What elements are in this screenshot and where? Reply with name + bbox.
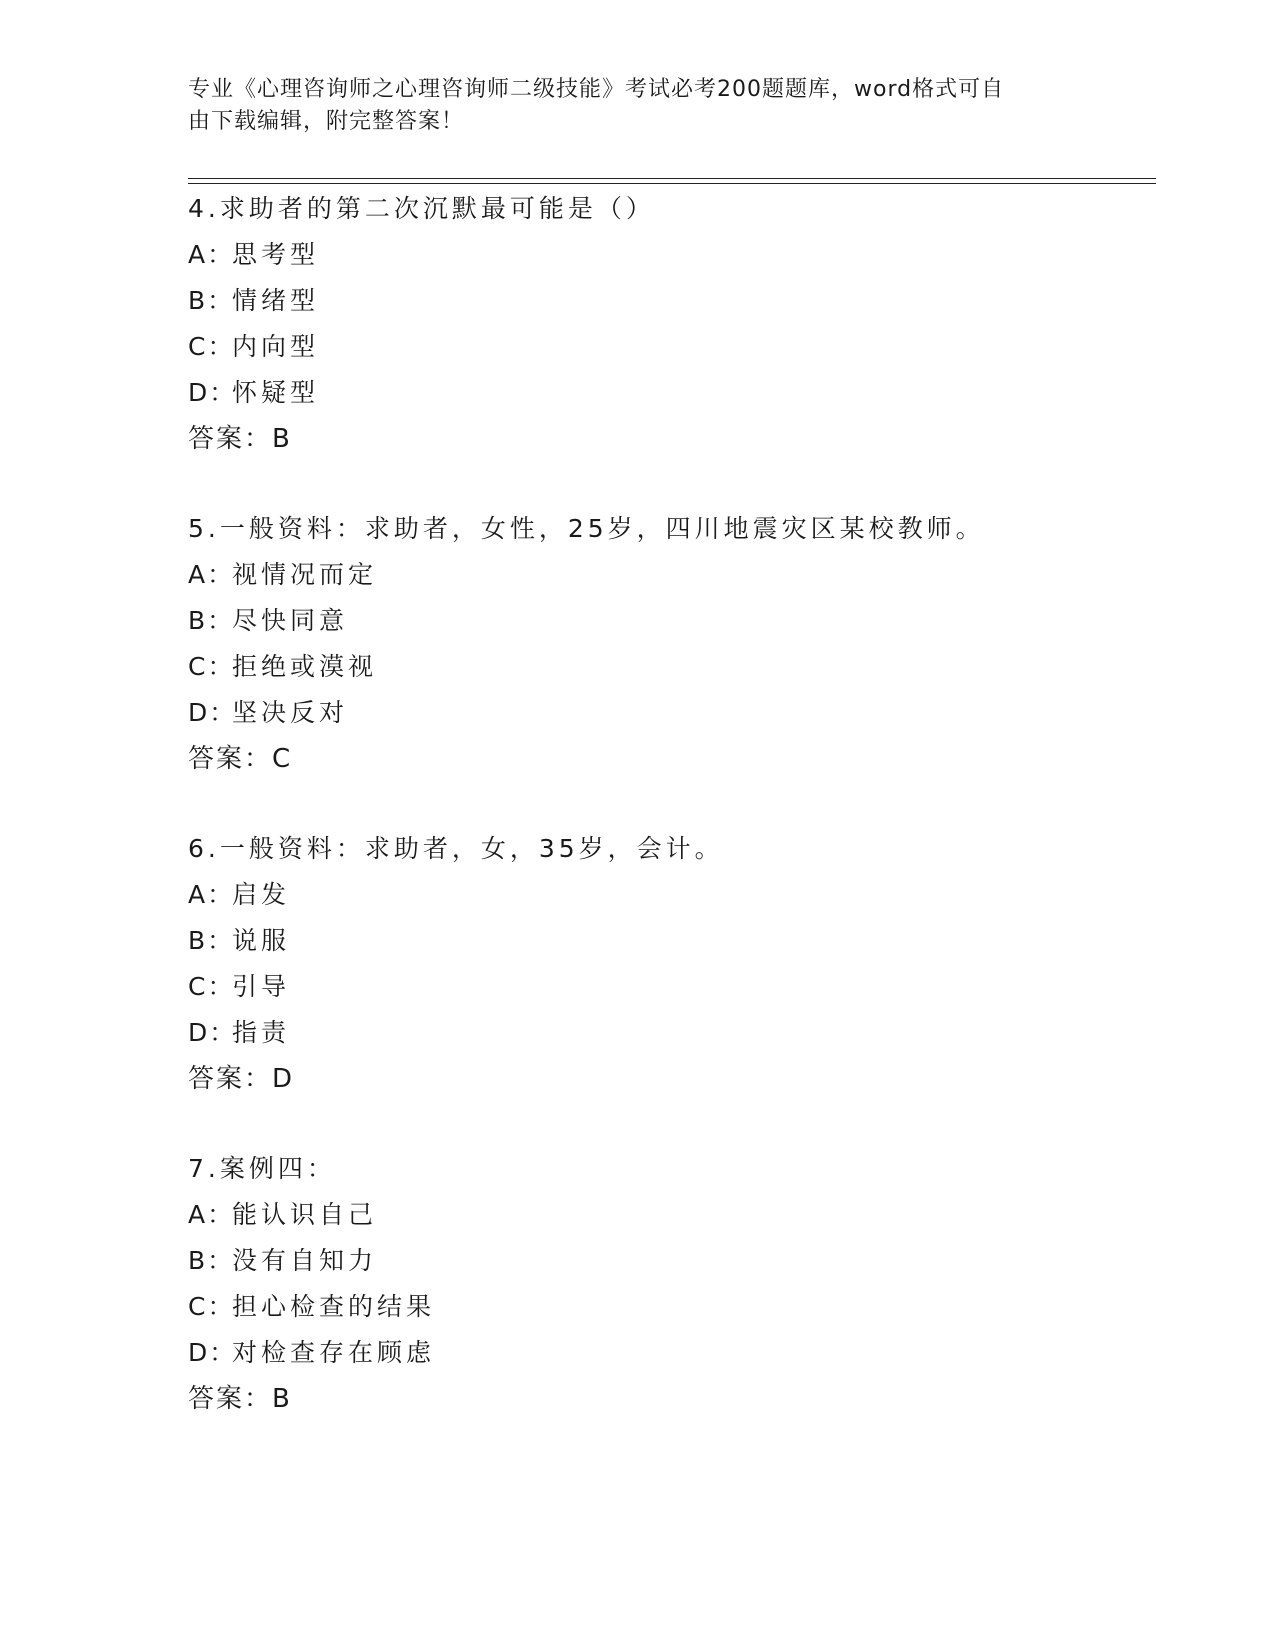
option-a [188,552,1148,598]
option-key: B： [188,926,235,955]
option-key: B： [188,1246,235,1275]
option-b [188,1238,1148,1284]
option-key: B： [188,286,235,315]
option-key: D： [188,1018,237,1047]
option-key: C： [188,332,235,361]
option-c [188,324,1148,370]
question-5 [188,506,1148,782]
option-key: B： [188,606,235,635]
option-text: 思考型 [232,240,320,269]
option-text: 说服 [232,926,291,955]
option-d [188,370,1148,416]
option-key: A： [188,240,235,269]
option-text: 视情况而定 [232,560,378,589]
option-a [188,1192,1148,1238]
answer-line: 答案：D [188,1064,295,1094]
question-title: 4.求助者的第二次沉默最可能是（） [188,194,655,223]
question-title: 6.一般资料：求助者，女，35岁，会计。 [188,834,724,863]
option-text: 引导 [232,972,291,1001]
option-text: 没有自知力 [232,1246,378,1275]
option-key: A： [188,880,235,909]
option-c [188,644,1148,690]
answer-line: 答案：B [188,1384,292,1414]
option-key: C： [188,1292,235,1321]
option-text: 启发 [232,880,291,909]
option-c [188,964,1148,1010]
header-divider-bottom [188,183,1156,184]
option-d [188,1010,1148,1056]
question-title: 7.案例四： [188,1154,336,1183]
option-text: 情绪型 [232,286,320,315]
option-key: A： [188,560,235,589]
option-text: 对检查存在顾虑 [232,1338,436,1367]
option-text: 拒绝或漠视 [232,652,378,681]
question-7 [188,1146,1148,1422]
option-text: 内向型 [232,332,320,361]
header-divider-top [188,178,1156,179]
answer-line: 答案：B [188,424,292,454]
option-text: 能认识自己 [232,1200,378,1229]
option-b [188,278,1148,324]
option-key: C： [188,652,235,681]
option-text: 担心检查的结果 [232,1292,436,1321]
option-key: D： [188,698,237,727]
option-key: A： [188,1200,235,1229]
question-6 [188,826,1148,1102]
option-key: D： [188,378,237,407]
question-4 [188,186,1148,462]
option-text: 坚决反对 [232,698,349,727]
option-b [188,918,1148,964]
option-d [188,690,1148,736]
option-text: 尽快同意 [232,606,349,635]
header-line-2: 由下载编辑，附完整答案！ [188,109,465,134]
option-text: 怀疑型 [232,378,320,407]
option-a [188,232,1148,278]
option-text: 指责 [232,1018,291,1047]
option-c [188,1284,1148,1330]
document-header [188,74,1068,138]
question-title: 5.一般资料：求助者，女性，25岁，四川地震灾区某校教师。 [188,514,985,543]
option-d [188,1330,1148,1376]
answer-line: 答案：C [188,744,293,774]
option-a [188,872,1148,918]
option-key: D： [188,1338,237,1367]
header-line-1: 专业《心理咨询师之心理咨询师二级技能》考试必考200题题库，word格式可自 [188,77,1005,102]
option-b [188,598,1148,644]
option-key: C： [188,972,235,1001]
